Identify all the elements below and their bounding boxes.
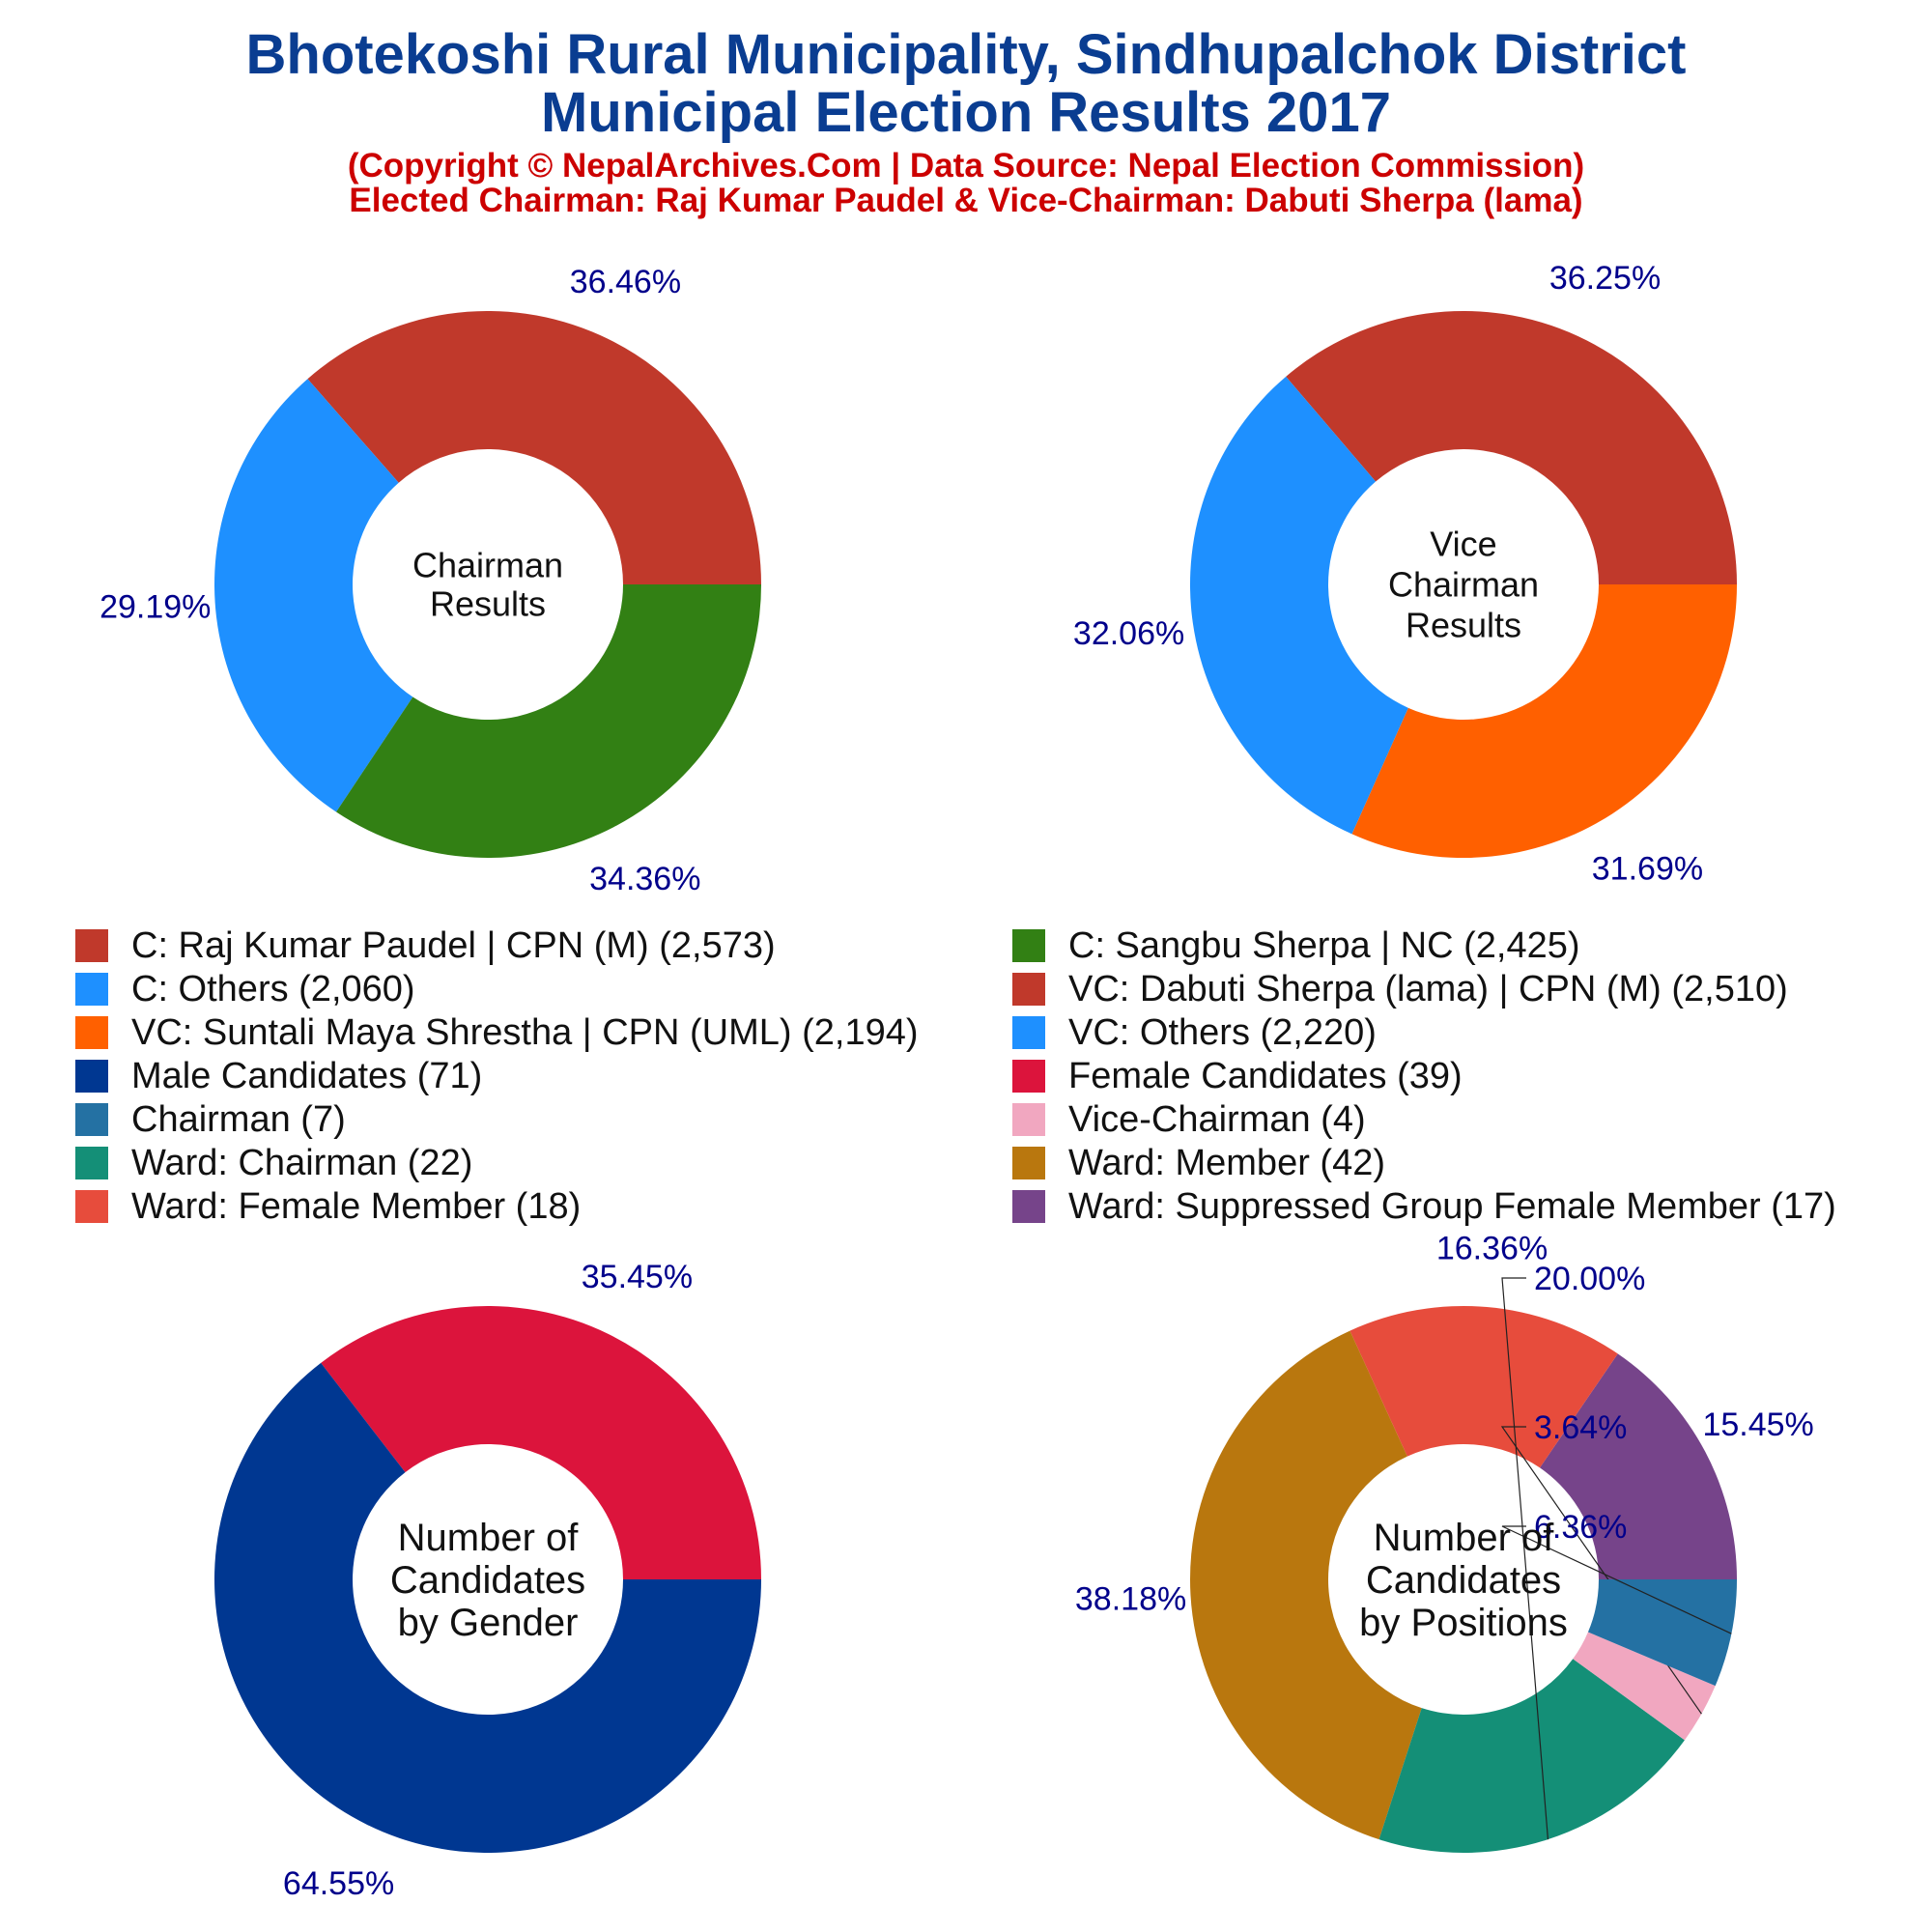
legend-swatch	[1012, 1147, 1045, 1179]
donut-slice	[336, 584, 761, 858]
legend-label: VC: Others (2,220)	[1068, 1011, 1377, 1053]
legend-item	[75, 1098, 346, 1141]
legend-item	[1012, 924, 1580, 967]
slice-percent-label: 36.25%	[1548, 260, 1662, 298]
legend-label: Vice-Chairman (4)	[1068, 1098, 1366, 1140]
legend-item	[1012, 1185, 1836, 1228]
slice-percent-label: 31.69%	[1591, 850, 1704, 888]
donut-center-label: Number of	[397, 1517, 579, 1559]
chart-title-line1: Bhotekoshi Rural Municipality, Sindhupalchok District	[245, 23, 1687, 86]
legend-swatch	[75, 1190, 108, 1223]
donut-chart-4	[1075, 1230, 1814, 1853]
slice-percent-label: 38.18%	[1074, 1580, 1187, 1618]
slice-percent-label: 6.36%	[1534, 1509, 1628, 1546]
donut-chart-3	[214, 1259, 761, 1902]
legend-item	[75, 968, 415, 1010]
donut-slice	[307, 311, 761, 584]
legend-item	[75, 924, 776, 967]
legend-label: VC: Suntali Maya Shrestha | CPN (UML) (2,194)	[131, 1011, 919, 1053]
legend-label: Ward: Suppressed Group Female Member (17)	[1068, 1185, 1836, 1227]
slice-percent-label: 3.64%	[1534, 1409, 1628, 1446]
donut-center-label: by Positions	[1359, 1602, 1568, 1644]
legend-swatch	[75, 1016, 108, 1049]
legend-item	[75, 1185, 581, 1228]
donut-center-label: Results	[429, 583, 547, 624]
legend-label: C: Others (2,060)	[131, 968, 415, 1009]
legend-swatch	[1012, 1103, 1045, 1136]
slice-percent-label: 29.19%	[99, 588, 212, 626]
donut-center-label: Vice	[1430, 524, 1497, 564]
donut-chart-1	[99, 264, 761, 897]
donut-center-label: Candidates	[1365, 1559, 1562, 1602]
legend-label: Female Candidates (39)	[1068, 1055, 1463, 1096]
legend-swatch	[75, 1060, 108, 1093]
legend-label: Ward: Female Member (18)	[131, 1185, 582, 1227]
legend-item	[1012, 968, 1788, 1010]
slice-percent-label: 20.00%	[1534, 1261, 1646, 1297]
legend-item	[1012, 1011, 1377, 1054]
legend-label: VC: Dabuti Sherpa (lama) | CPN (M) (2,510)	[1068, 968, 1788, 1009]
donut-center-label: by Gender	[397, 1602, 579, 1644]
legend-swatch	[75, 973, 108, 1006]
legend-label: Chairman (7)	[131, 1098, 346, 1140]
legend-swatch	[75, 1147, 108, 1179]
legend-item	[75, 1142, 472, 1184]
legend-item	[75, 1055, 482, 1097]
donut-center-label: Chairman	[412, 545, 564, 585]
legend-swatch	[75, 929, 108, 962]
copyright-subtitle: (Copyright © NepalArchives.Com | Data Source: Nepal Election Commission)	[347, 147, 1585, 185]
legend-swatch	[75, 1103, 108, 1136]
legend-label: Ward: Member (42)	[1068, 1142, 1385, 1183]
legend-swatch	[1012, 929, 1045, 962]
legend-label: Male Candidates (71)	[131, 1055, 483, 1096]
slice-percent-label: 64.55%	[282, 1865, 395, 1903]
legend-item	[1012, 1142, 1385, 1184]
elected-subtitle: Elected Chairman: Raj Kumar Paudel & Vice-Chairman: Dabuti Sherpa (lama)	[349, 182, 1583, 219]
donut-center-label: Candidates	[389, 1559, 586, 1602]
slice-percent-label: 32.06%	[1072, 615, 1185, 653]
slice-percent-label: 36.46%	[569, 263, 682, 300]
legend-item	[1012, 1098, 1366, 1141]
donut-chart-2	[1073, 260, 1737, 888]
slice-percent-label: 16.36%	[1435, 1230, 1548, 1267]
legend-swatch	[1012, 973, 1045, 1006]
chart-title-line2: Municipal Election Results 2017	[541, 81, 1391, 144]
legend-label: Ward: Chairman (22)	[131, 1142, 473, 1183]
legend-label: C: Sangbu Sherpa | NC (2,425)	[1068, 924, 1580, 966]
legend-label: C: Raj Kumar Paudel | CPN (M) (2,573)	[131, 924, 776, 966]
donut-slice	[1286, 311, 1737, 584]
legend-item	[1012, 1055, 1463, 1097]
slice-percent-label: 34.36%	[589, 861, 701, 898]
legend-item	[75, 1011, 919, 1054]
donut-center-label: Number of	[1373, 1517, 1554, 1559]
legend-swatch	[1012, 1190, 1045, 1223]
slice-percent-label: 15.45%	[1702, 1406, 1814, 1443]
legend-swatch	[1012, 1016, 1045, 1049]
legend-swatch	[1012, 1060, 1045, 1093]
donut-center-label: Chairman	[1387, 564, 1540, 605]
donut-center-label: Results	[1405, 605, 1522, 645]
slice-percent-label: 35.45%	[581, 1258, 694, 1295]
